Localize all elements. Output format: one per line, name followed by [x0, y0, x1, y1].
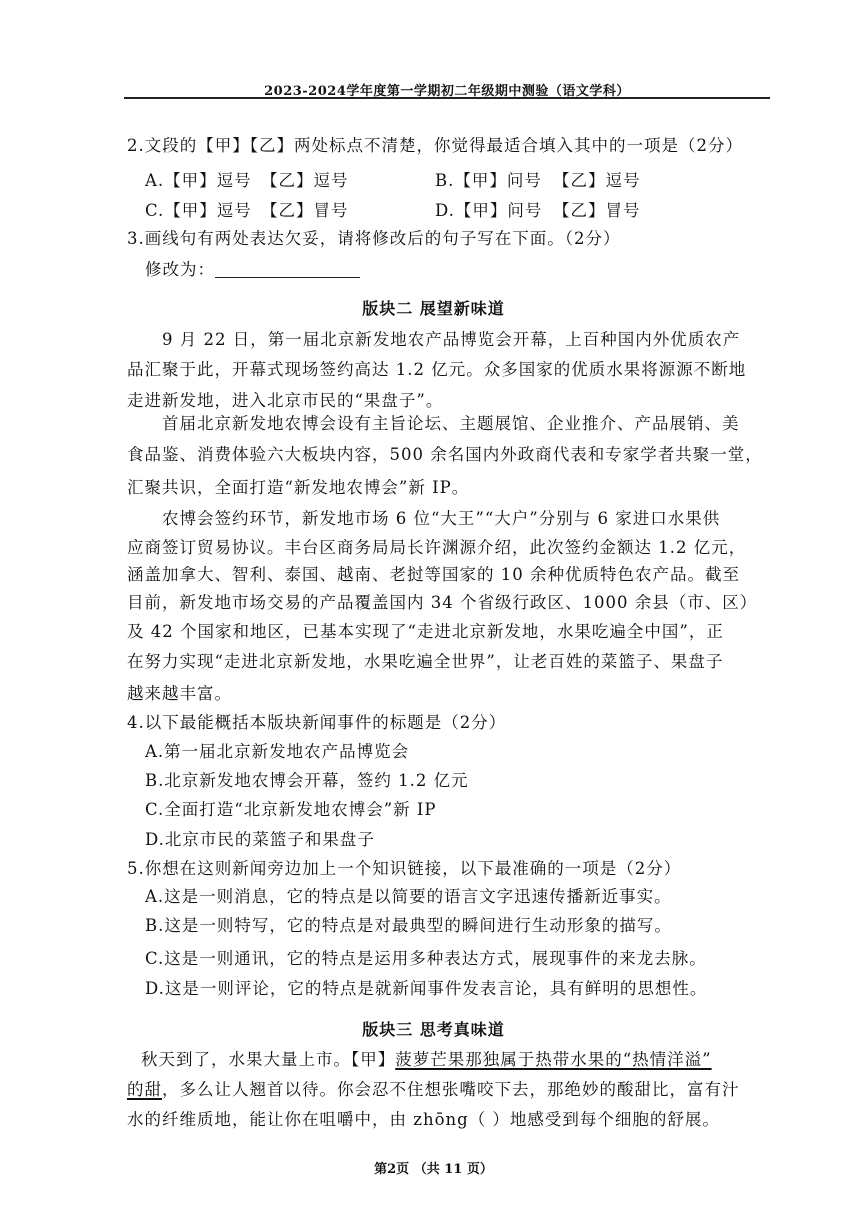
q5-option-c: C.这是一则通讯，它的特点是运用多种表达方式，展现事件的来龙去脉。 — [145, 949, 707, 968]
section2-p3-line2: 应商签订贸易协议。丰台区商务局局长许渊源介绍，此次签约金额达 1.2 亿元， — [127, 538, 747, 557]
q4-stem: 4.以下最能概括本版块新闻事件的标题是（2分） — [127, 713, 507, 732]
q2-option-a-1: A.【甲】逗号 — [145, 171, 252, 190]
q2-option-d-2: 【乙】冒号 — [553, 201, 641, 220]
section2-p2-line3: 汇聚共识，全面打造“新发地农博会”新 IP。 — [127, 478, 470, 497]
q2-options-row2 — [145, 197, 641, 221]
section2-p3-line7: 越来越丰富。 — [127, 684, 232, 703]
section2-p3-line3: 涵盖加拿大、智利、泰国、越南、老挝等国家的 10 余种优质特色农产品。截至 — [127, 565, 740, 584]
section2-p1-line2: 品汇聚于此，开幕式现场签约高达 1.2 亿元。众多国家的优质水果将源源不断地 — [127, 360, 747, 379]
q2-options-row1 — [145, 167, 641, 191]
section2-p1-line1: 9 月 22 日，第一届北京新发地农产品博览会开幕，上百种国内外优质农产 — [162, 330, 741, 349]
section3-title: 版块三 思考真味道 — [362, 1020, 505, 1039]
section2-p3-line4: 目前，新发地市场交易的产品覆盖国内 34 个省级行政区、1000 余县（市、区） — [127, 593, 758, 612]
q4-option-a: A.第一届北京新发地农产品博览会 — [145, 742, 410, 761]
q5-option-d: D.这是一则评论，它的特点是就新闻事件发表言论，具有鲜明的思想性。 — [145, 979, 708, 998]
section2-p2-line2: 食品鉴、消费体验六大板块内容，500 余名国内外政商代表和专家学者共聚一堂， — [127, 445, 763, 464]
section2-p3-line6: 在努力实现“走进北京新发地，水果吃遍全世界”，让老百姓的菜篮子、果盘子 — [127, 652, 724, 671]
section2-p3-line1: 农博会签约环节，新发地市场 6 位“大王”“大户”分别与 6 家进口水果供 — [162, 509, 721, 528]
q2-option-d-1: D.【甲】问号 — [435, 201, 543, 220]
q2-stem: 2.文段的【甲】【乙】两处标点不清楚，你觉得最适合填入其中的一项是（2分） — [127, 136, 743, 155]
q4-option-d: D.北京市民的菜篮子和果盘子 — [145, 830, 375, 849]
q2-option-a-2: 【乙】逗号 — [261, 171, 349, 190]
q5-option-a: A.这是一则消息，它的特点是以简要的语言文字迅速传播新近事实。 — [145, 887, 672, 906]
q2-option-c-2: 【乙】冒号 — [261, 201, 349, 220]
q5-option-b: B.这是一则特写，它的特点是对最典型的瞬间进行生动形象的描写。 — [145, 916, 672, 935]
q4-option-b: B.北京新发地农博会开幕，签约 1.2 亿元 — [145, 771, 469, 790]
q5-stem: 5.你想在这则新闻旁边加上一个知识链接，以下最准确的一项是（2分） — [127, 859, 682, 878]
q3-stem: 3.画线句有两处表达欠妥，请将修改后的句子写在下面。（2分） — [127, 229, 621, 248]
header-rule — [124, 97, 770, 99]
q2-option-b-1: B.【甲】问号 — [435, 171, 542, 190]
section2-p1-line3: 走进新发地，进入北京市民的“果盘子”。 — [127, 391, 444, 410]
section2-p3-line5: 及 42 个国家和地区，已基本实现了“走进北京新发地，水果吃遍全中国”，正 — [127, 622, 724, 641]
section3-line1-text: 秋天到了，水果大量上市。【甲】 — [141, 1050, 396, 1069]
section3-line2-text: ，多么让人翘首以待。你会忍不住想张嘴咬下去，那绝妙的酸甜比，富有汁 — [162, 1080, 740, 1099]
section3-line3: 水的纤维质地，能让你在咀嚼中，由 zhōng（ ）地感受到每个细胞的舒展。 — [127, 1110, 720, 1129]
section3-line1 — [141, 1046, 712, 1070]
section3-underlined-sentence-part2: 的甜 — [127, 1080, 162, 1099]
page-footer: 第2页 （共 11 页） — [374, 1162, 493, 1177]
q2-option-c-1: C.【甲】逗号 — [145, 201, 252, 220]
q3-answer-label: 修改为： — [145, 260, 215, 279]
q3-answer-line — [145, 256, 360, 280]
page-header: 2023-2024学年度第一学期初二年级期中测验（语文学科） — [264, 84, 630, 99]
section3-underlined-sentence-part1: 菠萝芒果那独属于热带水果的“热情洋溢” — [395, 1050, 712, 1069]
section3-line2 — [127, 1076, 740, 1100]
q4-option-c: C.全面打造“北京新发地农博会”新 IP — [145, 800, 437, 819]
q2-option-b-2: 【乙】逗号 — [553, 171, 641, 190]
section2-p2-line1: 首届北京新发地农博会设有主旨论坛、主题展馆、企业推介、产品展销、美 — [162, 414, 740, 433]
section2-title: 版块二 展望新味道 — [362, 299, 505, 318]
q3-answer-blank[interactable] — [215, 261, 360, 278]
